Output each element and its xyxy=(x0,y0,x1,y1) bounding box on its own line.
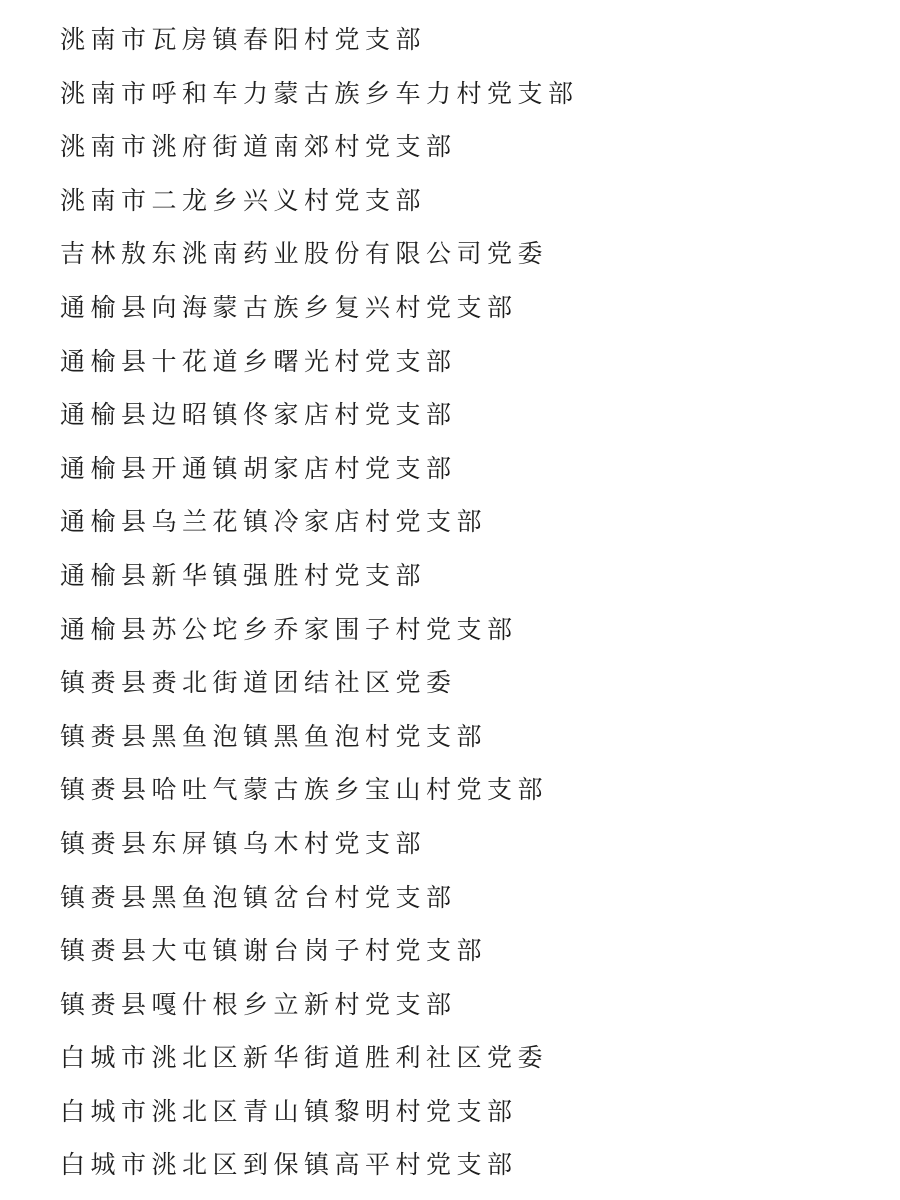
list-item: 通榆县苏公坨乡乔家围子村党支部 xyxy=(60,614,518,644)
list-item: 白城市洮北区青山镇黎明村党支部 xyxy=(60,1096,518,1126)
list-item: 通榆县边昭镇佟家店村党支部 xyxy=(60,400,457,430)
list-item: 镇赉县黑鱼泡镇岔台村党支部 xyxy=(60,882,457,912)
list-item: 白城市洮北区到保镇高平村党支部 xyxy=(60,1150,518,1180)
list-item: 镇赉县大屯镇谢台岗子村党支部 xyxy=(60,936,488,966)
list-item: 通榆县开通镇胡家店村党支部 xyxy=(60,453,457,483)
list-item: 通榆县向海蒙古族乡复兴村党支部 xyxy=(60,292,518,322)
party-branch-list xyxy=(60,18,880,1197)
list-item: 洮南市呼和车力蒙古族乡车力村党支部 xyxy=(60,78,579,108)
list-item: 洮南市二龙乡兴义村党支部 xyxy=(60,185,427,215)
list-item: 通榆县十花道乡曙光村党支部 xyxy=(60,346,457,376)
list-item: 镇赉县赉北街道团结社区党委 xyxy=(60,668,457,698)
list-item: 镇赉县嘎什根乡立新村党支部 xyxy=(60,989,457,1019)
list-item: 镇赉县东屏镇乌木村党支部 xyxy=(60,828,427,858)
list-item: 镇赉县黑鱼泡镇黑鱼泡村党支部 xyxy=(60,721,488,751)
list-item: 吉林敖东洮南药业股份有限公司党委 xyxy=(60,239,549,269)
list-item: 洮南市瓦房镇春阳村党支部 xyxy=(60,25,427,54)
list-item: 通榆县新华镇强胜村党支部 xyxy=(60,560,427,590)
list-item: 通榆县乌兰花镇冷家店村党支部 xyxy=(60,507,488,537)
list-item: 洮南市洮府街道南郊村党支部 xyxy=(60,132,457,162)
list-item: 白城市洮北区新华街道胜利社区党委 xyxy=(60,1043,549,1073)
list-item: 镇赉县哈吐气蒙古族乡宝山村党支部 xyxy=(60,775,549,805)
